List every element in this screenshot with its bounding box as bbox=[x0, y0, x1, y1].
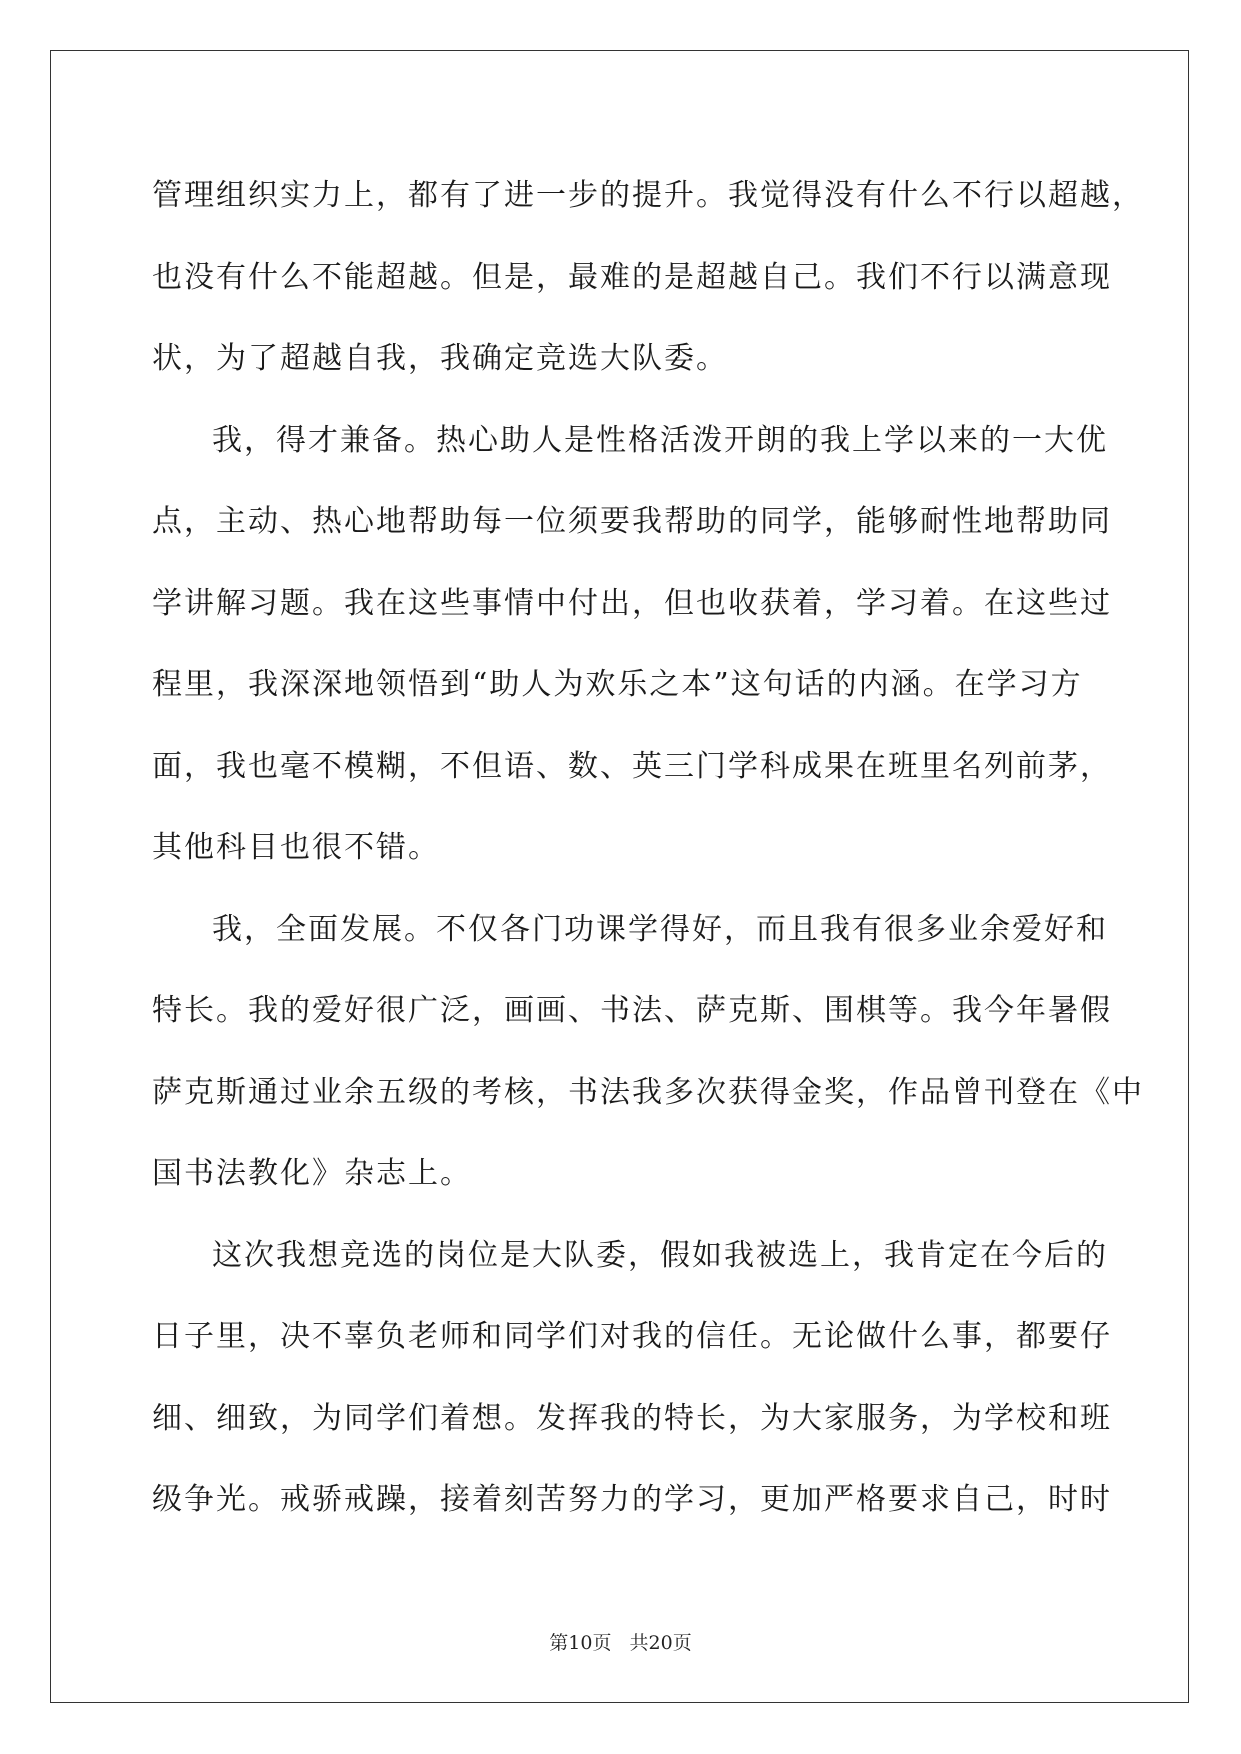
text-line: 状，为了超越自我，我确定竞选大队委。 bbox=[152, 341, 728, 376]
paragraph-4 bbox=[152, 1215, 1112, 1541]
text-line: 特长。我的爱好很广泛，画画、书法、萨克斯、围棋等。我今年暑假 bbox=[152, 993, 1112, 1028]
paragraph-2 bbox=[152, 400, 1112, 889]
text-line: 我，全面发展。不仅各门功课学得好，而且我有很多业余爱好和 bbox=[212, 911, 1108, 947]
page-footer bbox=[0, 1628, 1241, 1655]
text-line: 日子里，决不辜负老师和同学们对我的信任。无论做什么事，都要仔 bbox=[152, 1319, 1112, 1354]
text-line: 萨克斯通过业余五级的考核，书法我多次获得金奖，作品曾刊登在《中 bbox=[152, 1074, 1144, 1110]
text-line: 管理组织实力上，都有了进一步的提升。我觉得没有什么不行以超越， bbox=[152, 178, 1144, 213]
paragraph-1 bbox=[152, 155, 1144, 400]
text-line: 国书法教化》杂志上。 bbox=[152, 1156, 472, 1191]
page-number: 第10页 bbox=[549, 1632, 612, 1654]
text-line: 点，主动、热心地帮助每一位须要我帮助的同学，能够耐性地帮助同 bbox=[152, 504, 1112, 539]
page-total: 共20页 bbox=[629, 1632, 692, 1654]
text-line: 其他科目也很不错。 bbox=[152, 830, 440, 865]
text-line: 细、细致，为同学们着想。发挥我的特长，为大家服务，为学校和班 bbox=[152, 1400, 1112, 1436]
text-line: 级争光。戒骄戒躁，接着刻苦努力的学习，更加严格要求自己，时时 bbox=[152, 1482, 1112, 1517]
document-body bbox=[152, 155, 1144, 1541]
paragraph-3 bbox=[152, 889, 1144, 1215]
text-line: 面，我也毫不模糊，不但语、数、英三门学科成果在班里名列前茅， bbox=[152, 748, 1112, 784]
text-line: 我，得才兼备。热心助人是性格活泼开朗的我上学以来的一大优 bbox=[212, 422, 1108, 458]
text-line: 程里，我深深地领悟到“助人为欢乐之本”这句话的内涵。在学习方 bbox=[152, 667, 1083, 702]
text-line: 也没有什么不能超越。但是，最难的是超越自己。我们不行以满意现 bbox=[152, 259, 1112, 295]
text-line: 学讲解习题。我在这些事情中付出，但也收获着，学习着。在这些过 bbox=[152, 585, 1112, 621]
text-line: 这次我想竞选的岗位是大队委，假如我被选上，我肯定在今后的 bbox=[212, 1237, 1108, 1273]
